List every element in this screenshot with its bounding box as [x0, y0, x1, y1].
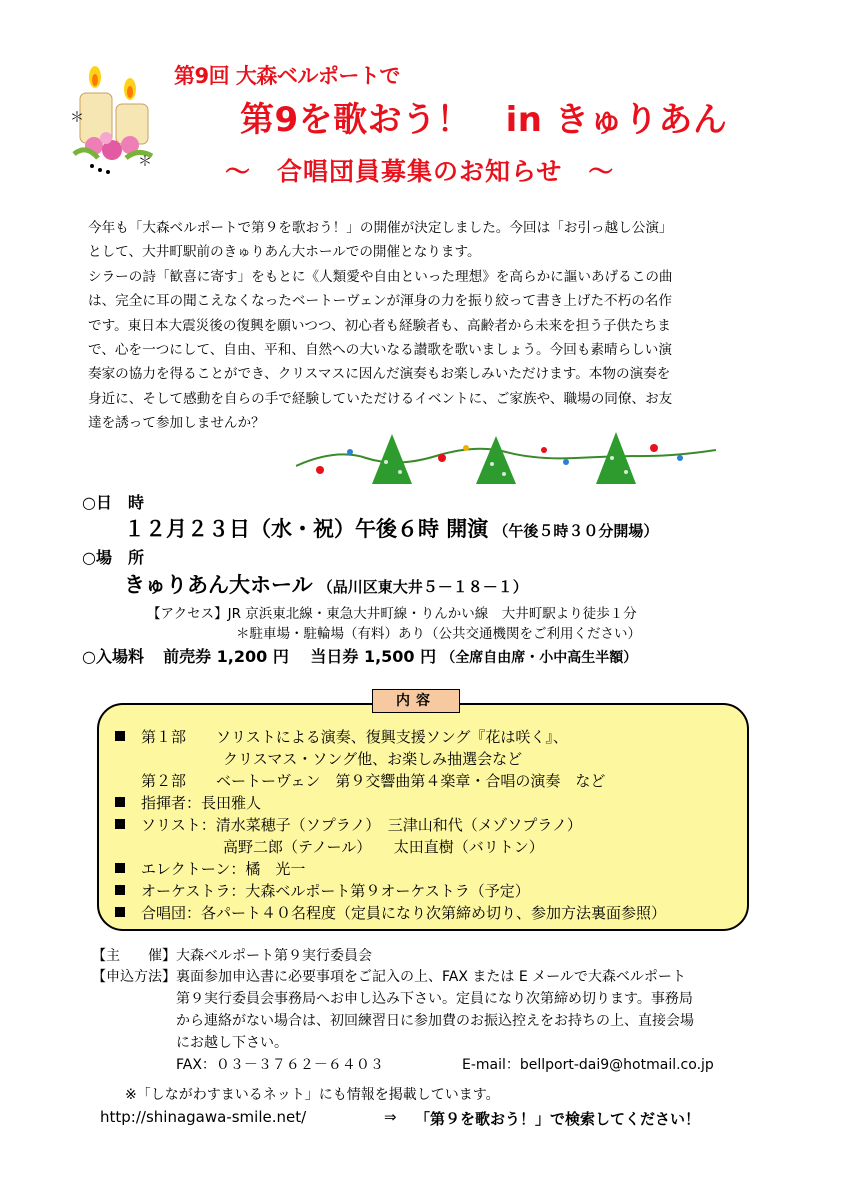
- program-item: 第１部 ソリストによる演奏、復興支援ソング『花は咲く』、: [115, 726, 568, 747]
- fax-number: FAX：０３－３７６２－６４０３: [176, 1057, 384, 1073]
- website-link[interactable]: http://shinagawa-smile.net/: [100, 1108, 307, 1126]
- program-item: 高野二郎（テノール） 太田直樹（バリトン）: [223, 838, 544, 856]
- program-item: エレクトーン：橘 光一: [115, 858, 305, 879]
- intro-line: 奏家の協力を得ることができ、クリスマスに因んだ演奏もお楽しみいただけます。本物の演奏を: [88, 366, 671, 383]
- recruit-heading: ～ 合唱団員募集のお知らせ ～: [225, 157, 615, 186]
- intro-line: 達を誘って参加しませんか？: [88, 415, 265, 432]
- admission-label: ○入場料: [82, 647, 144, 666]
- net-note: ※「しながわすまいるネット」にも情報を掲載しています。: [125, 1087, 500, 1103]
- email-address[interactable]: E-mail：bellport-dai9@hotmail.co.jp: [462, 1057, 714, 1073]
- schedule-main: １２月２３日（水・祝）午後６時 開演: [124, 517, 489, 541]
- sponsor: 【主 催】大森ベルポート第９実行委員会: [92, 948, 372, 964]
- candle-wreath-icon: [66, 62, 166, 182]
- bullet-square-icon: [115, 797, 125, 807]
- event-subtitle: 第9回 大森ベルポートで: [174, 64, 400, 88]
- intro-line: 今年も「大森ベルポートで第９を歌おう！」の開催が決定しました。今回は「お引っ越し公演」: [88, 220, 673, 236]
- intro-line: で、心を一つにして、自由、平和、自然への大いなる讃歌を歌いましょう。今回も素晴らしい演: [88, 342, 672, 359]
- admission-prices: 前売券 1,200 円 当日券 1,500 円: [163, 647, 437, 666]
- schedule: [124, 513, 658, 543]
- schedule-label: ○日 時: [82, 493, 144, 512]
- bullet-square-icon: [115, 885, 125, 895]
- program-item: 指揮者：長田雅人: [115, 792, 261, 813]
- admission: [82, 644, 637, 667]
- apply-line: 裏面参加申込書に必要事項をご記入の上、FAX または E メールで大森ベルポート: [176, 969, 686, 985]
- program-item: 合唱団：各パート４０名程度（定員になり次第締め切り、参加方法裏面参照）: [115, 902, 666, 923]
- intro-text: [88, 216, 778, 436]
- venue-access: 【アクセス】JR 京浜東北線・東急大井町線・りんかい線 大井町駅より徒歩１分: [147, 606, 637, 622]
- program-item: クリスマス・ソング他、お楽しみ抽選会など: [223, 750, 523, 768]
- intro-line: は、完全に耳の聞こえなくなったベートーヴェンが渾身の力を振り絞って書き上げた不朽の名作: [88, 293, 672, 310]
- page-title: 第9を歌おう！ in きゅりあん: [240, 100, 728, 140]
- intro-line: シラーの詩「歓喜に寄す」をもとに《人類愛や自由といった理想》を高らかに謳いあげるこの曲: [88, 268, 673, 285]
- venue-label: ○場 所: [82, 548, 144, 567]
- apply-line: から連絡がない場合は、初回練習日に参加費のお振込控えをお持ちの上、直接会場: [176, 1013, 694, 1029]
- program-item: ソリスト：清水菜穂子（ソプラノ） 三津山和代（メゾソプラノ）: [115, 814, 582, 835]
- apply-label: 【申込方法】: [92, 969, 176, 985]
- venue-name: きゅりあん大ホール: [124, 573, 313, 597]
- apply-line: にお越し下さい。: [176, 1035, 288, 1051]
- program-heading: 内容: [372, 689, 460, 713]
- schedule-note: （午後５時３０分開場）: [493, 522, 659, 540]
- bullet-square-icon: [115, 819, 125, 829]
- arrow-icon: ⇒: [384, 1108, 397, 1126]
- venue-parking: ＊駐車場・駐輪場（有料）あり（公共交通機関をご利用ください）: [236, 626, 641, 642]
- admission-note: （全席自由席・小中高生半額）: [441, 650, 638, 666]
- svg-text:＊: ＊: [138, 154, 152, 170]
- venue-address: （品川区東大井５－１８－１）: [317, 578, 528, 596]
- program-item: 第２部 ベートーヴェン 第９交響曲第４楽章・合唱の演奏 など: [141, 772, 606, 790]
- intro-line: 身近に、そして感動を自らの手で経験していただけるイベントに、ご家族や、職場の同僚、お友: [88, 390, 673, 407]
- search-instruction: 「第９を歌おう！」で検索してください！: [415, 1110, 701, 1128]
- program-item: オーケストラ：大森ベルポート第９オーケストラ（予定）: [115, 880, 530, 901]
- svg-text:＊: ＊: [70, 110, 84, 126]
- christmas-garland-icon: [296, 428, 716, 494]
- venue: [124, 569, 528, 599]
- intro-line: です。東日本大震災後の復興を願いつつ、初心者も経験者も、高齢者から未来を担う子供たちま: [88, 317, 671, 334]
- bullet-square-icon: [115, 863, 125, 873]
- apply-line: 第９実行委員会事務局へお申し込み下さい。定員になり次第締め切ります。事務局: [176, 991, 693, 1007]
- intro-line: として、大井町駅前のきゅりあん大ホールでの開催となります。: [88, 244, 481, 261]
- bullet-square-icon: [115, 731, 125, 741]
- bullet-square-icon: [115, 907, 125, 917]
